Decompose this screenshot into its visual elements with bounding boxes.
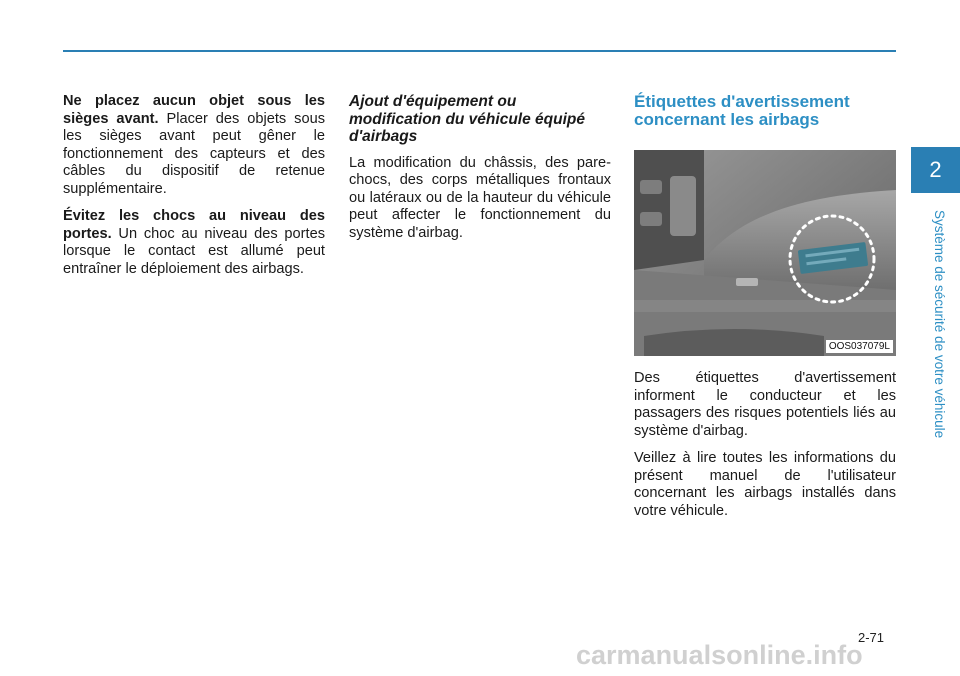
paragraph-read-manual: Veillez à lire toutes les informations du présent manuel de l'utilisateur concernant les airbags installés dans votre véhicule. [634,450,896,519]
column-left [63,93,325,288]
paragraph-seats-lead: Ne placez aucun objet sous les sièges avant. [63,93,325,127]
paragraph-doors-text: Un choc au niveau des portes lorsque le contact est allumé peut entraîner le déploiement des airbags. [63,225,325,277]
image-code: OOS037079L [826,340,893,353]
column-right [634,93,896,530]
chapter-title: Système de sécurité de votre véhicule [932,210,947,439]
paragraph-doors-lead: Évitez les chocs au niveau des portes. [63,208,325,242]
modification-subheading: Ajout d'équipement ou modification du véhicule équipé d'airbags [349,93,585,145]
paragraph-seats-text: Placer des objets sous les sièges avant peut gêner le fonctionnement des capteurs et des câbles du dispositif de retenue supplémentaire. [63,110,325,197]
column-middle [349,93,611,252]
page-number: 2-71 [858,630,885,645]
section-title: Étiquettes d'avertissement concernant les airbags [634,92,850,129]
paragraph-labels: Des étiquettes d'avertissement informent le conducteur et les passagers des risques potentiels liés au système d'airbag. [634,370,896,439]
paragraph-doors [63,208,325,278]
chapter-tab: 2 [911,147,960,193]
paragraph-seats [63,93,325,198]
sun-visor-illustration [634,150,896,356]
watermark: carmanualsonline.info [576,640,863,670]
airbag-label-photo [634,150,896,356]
paragraph-modification: La modification du châssis, des pare-chocs, des corps métalliques frontaux ou latéraux ou de la hauteur du véhicule peut affecter le fonctionnement du système d'airbag. [349,154,611,241]
header-rule [63,50,896,52]
